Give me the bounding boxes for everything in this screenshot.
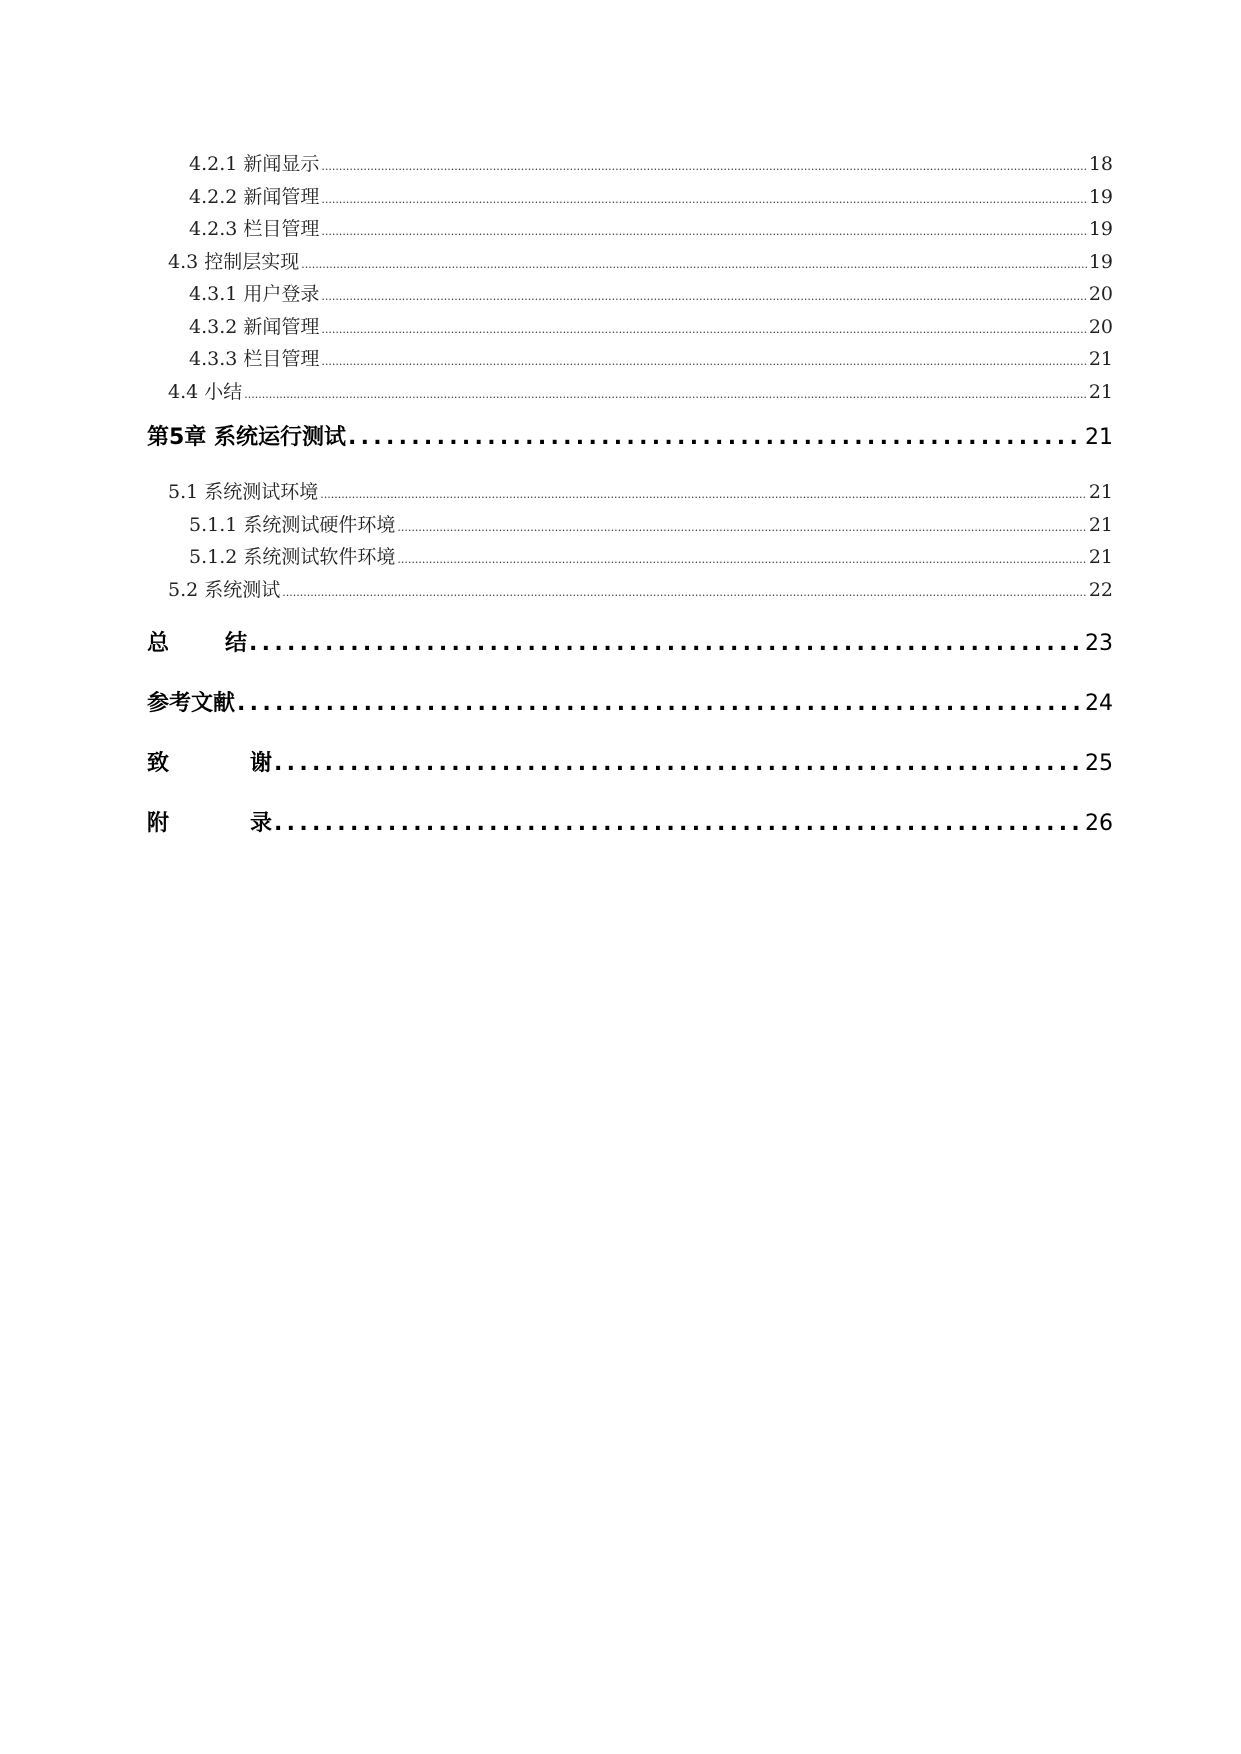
toc-leader-dots xyxy=(397,544,1086,577)
toc-entry-5-2[interactable] xyxy=(147,574,1113,607)
toc-entry-label: 5.1.2 系统测试软件环境 xyxy=(189,546,396,568)
toc-leader-dots xyxy=(321,281,1086,314)
toc-entry-page: 18 xyxy=(1088,153,1113,175)
toc-entry-label-part: 结 xyxy=(224,631,247,656)
toc-entry-4-3-1[interactable] xyxy=(147,278,1113,311)
toc-entry-page: 21 xyxy=(1088,546,1113,568)
toc-entry-page: 19 xyxy=(1088,250,1113,273)
toc-leader-dots xyxy=(244,379,1087,412)
toc-entry-label xyxy=(147,742,272,786)
toc-leader-dots xyxy=(348,416,1083,460)
toc-entry-label: 4.2.2 新闻管理 xyxy=(189,185,320,208)
toc-entry-label: 4.2.1 新闻显示 xyxy=(189,153,320,175)
toc-leader-dots xyxy=(237,682,1083,726)
toc-entry-page: 20 xyxy=(1088,283,1113,305)
toc-entry-5-1-1[interactable] xyxy=(147,509,1113,542)
toc-entry-page: 26 xyxy=(1085,811,1113,836)
toc-entry-label: 4.2.3 栏目管理 xyxy=(189,218,320,240)
toc-leader-dots xyxy=(321,151,1086,184)
toc-entry-page: 20 xyxy=(1088,315,1113,338)
toc-entry-page: 25 xyxy=(1085,751,1113,776)
toc-entry-label-part: 谢 xyxy=(249,751,272,776)
toc-entry-label: 4.3.2 新闻管理 xyxy=(189,315,320,338)
toc-entry-label-part: 录 xyxy=(249,811,272,836)
toc-leader-dots xyxy=(274,742,1083,786)
toc-entry-4-2-1[interactable] xyxy=(147,148,1113,181)
toc-entry-label: 第5章 系统运行测试 xyxy=(147,425,346,450)
toc-leader-dots xyxy=(301,249,1087,282)
table-of-contents xyxy=(147,148,1113,846)
toc-entry-4-2-3[interactable] xyxy=(147,213,1113,246)
toc-leader-dots xyxy=(397,512,1086,545)
toc-entry-label: 5.2 系统测试 xyxy=(168,578,281,601)
toc-entry-label: 4.3 控制层实现 xyxy=(168,250,300,273)
toc-entry-label: 参考文献 xyxy=(147,691,236,716)
toc-entry-page: 23 xyxy=(1085,631,1113,656)
toc-entry-page: 24 xyxy=(1085,691,1113,716)
toc-entry-references[interactable] xyxy=(147,682,1113,726)
toc-entry-label-part: 致 xyxy=(147,751,170,776)
toc-entry-acknowledgements[interactable] xyxy=(147,742,1113,786)
toc-entry-label-part: 附 xyxy=(147,811,170,836)
toc-entry-label: 4.4 小结 xyxy=(168,380,243,403)
toc-entry-5-1-2[interactable] xyxy=(147,541,1113,574)
toc-entry-4-3-2[interactable] xyxy=(147,311,1113,344)
toc-leader-dots xyxy=(321,346,1086,379)
toc-entry-4-3-3[interactable] xyxy=(147,343,1113,376)
toc-entry-page: 21 xyxy=(1088,348,1113,370)
toc-entry-page: 21 xyxy=(1088,380,1113,403)
toc-entry-5-1[interactable] xyxy=(147,476,1113,509)
toc-entry-label: 4.3.1 用户登录 xyxy=(189,283,320,305)
toc-entry-page: 21 xyxy=(1088,513,1113,536)
toc-entry-label xyxy=(147,622,247,666)
toc-leader-dots xyxy=(320,479,1087,512)
toc-leader-dots xyxy=(274,802,1083,846)
toc-entry-page: 21 xyxy=(1088,481,1113,503)
toc-entry-label: 5.1 系统测试环境 xyxy=(168,481,319,503)
toc-entry-label: 4.3.3 栏目管理 xyxy=(189,348,320,370)
toc-entry-page: 22 xyxy=(1088,578,1113,601)
toc-leader-dots xyxy=(321,314,1086,347)
toc-entry-label xyxy=(147,802,272,846)
toc-entry-label: 5.1.1 系统测试硬件环境 xyxy=(189,513,396,536)
toc-leader-dots xyxy=(321,216,1086,249)
toc-entry-chapter-5[interactable] xyxy=(147,416,1113,460)
toc-entry-4-4[interactable] xyxy=(147,376,1113,409)
toc-entry-summary[interactable] xyxy=(147,622,1113,666)
toc-entry-page: 19 xyxy=(1088,218,1113,240)
toc-entry-label-part: 总 xyxy=(147,631,170,656)
toc-entry-4-2-2[interactable] xyxy=(147,181,1113,214)
toc-leader-dots xyxy=(321,184,1086,217)
toc-entry-page: 19 xyxy=(1088,185,1113,208)
toc-leader-dots xyxy=(249,622,1083,666)
toc-entry-4-3[interactable] xyxy=(147,246,1113,279)
toc-entry-page: 21 xyxy=(1085,425,1113,450)
toc-leader-dots xyxy=(282,577,1087,610)
toc-entry-appendix[interactable] xyxy=(147,802,1113,846)
